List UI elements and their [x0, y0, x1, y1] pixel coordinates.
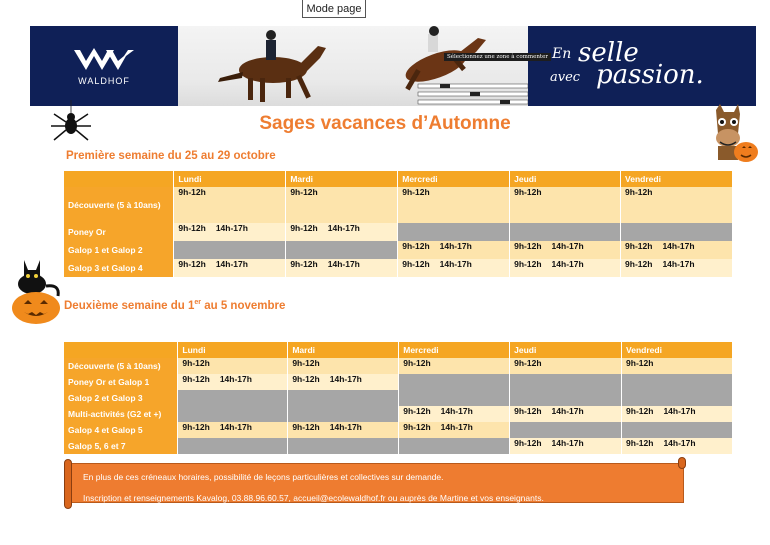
- time-slot: 9h-12h: [178, 187, 206, 197]
- table-row: [64, 223, 733, 241]
- header-day: Mercredi: [398, 171, 510, 187]
- header-day: Jeudi: [510, 171, 621, 187]
- horses-illustration: [178, 26, 528, 106]
- time-slot: 14h-17h: [329, 374, 362, 384]
- info-scroll-banner: [64, 459, 684, 507]
- time-slot: 9h-12h: [402, 241, 430, 251]
- time-slot: 14h-17h: [329, 422, 362, 432]
- header-day: Mardi: [286, 171, 398, 187]
- time-slot: 9h-12h: [182, 374, 210, 384]
- time-slot: 9h-12h: [290, 259, 318, 269]
- week2-title: [64, 299, 285, 312]
- slogan-panel: [528, 26, 756, 106]
- time-slot: 14h-17h: [663, 438, 696, 448]
- empty-cell: [288, 406, 399, 422]
- time-slot: 14h-17h: [551, 241, 584, 251]
- table-row: [64, 438, 733, 454]
- header-corner: [64, 342, 178, 358]
- note-line: Inscription et renseignements Kavalog, 03.88.96.60.57, accueil@ecolewaldhof.fr ou auprès de Martine et vos enseignants.: [83, 493, 544, 503]
- time-slot: 9h-12h: [514, 406, 542, 416]
- empty-cell: [174, 241, 286, 259]
- schedule-cell: [510, 358, 622, 374]
- schedule-cell: [510, 187, 621, 223]
- header-day: Jeudi: [510, 342, 622, 358]
- row-label: Multi-activités (G2 et +): [64, 406, 178, 422]
- time-slot: 14h-17h: [551, 438, 584, 448]
- time-slot: 9h-12h: [403, 422, 431, 432]
- time-slot: 14h-17h: [219, 374, 252, 384]
- time-slot: 9h-12h: [625, 259, 653, 269]
- schedule-cell: [286, 187, 398, 223]
- empty-cell: [288, 390, 399, 406]
- schedule-cell: [398, 187, 510, 223]
- time-slot: 14h-17h: [440, 422, 473, 432]
- empty-cell: [510, 422, 622, 438]
- time-slot: 9h-12h: [626, 358, 654, 368]
- slogan-en: En: [552, 46, 572, 62]
- schedule-cell: [621, 187, 733, 223]
- schedule-cell: [621, 241, 733, 259]
- table-row: [64, 422, 733, 438]
- note-line: En plus de ces créneaux horaires, possibilité de leçons particulières et collectives sur demande.: [83, 472, 444, 482]
- table-header-row: [64, 171, 733, 187]
- schedule-cell: [174, 223, 286, 241]
- time-slot: 9h-12h: [290, 187, 318, 197]
- schedule-cell: [178, 374, 288, 390]
- row-label: Galop 5, 6 et 7: [64, 438, 178, 454]
- table-row: [64, 241, 733, 259]
- time-slot: 14h-17h: [662, 241, 695, 251]
- schedule-cell: [286, 223, 398, 241]
- header-day: Vendredi: [622, 342, 733, 358]
- schedule-cell: [399, 358, 510, 374]
- schedule-cell: [288, 374, 399, 390]
- schedule-cell: [399, 406, 510, 422]
- row-label: Découverte (5 à 10ans): [64, 358, 178, 374]
- time-slot: 9h-12h: [178, 223, 206, 233]
- week2-title-end: au 5 novembre: [201, 299, 286, 312]
- empty-cell: [621, 223, 733, 241]
- time-slot: 9h-12h: [178, 259, 206, 269]
- row-label: Galop 1 et Galop 2: [64, 241, 174, 259]
- table-row: [64, 187, 733, 223]
- time-slot: 14h-17h: [327, 223, 360, 233]
- empty-cell: [286, 241, 398, 259]
- time-slot: 9h-12h: [290, 223, 318, 233]
- empty-cell: [399, 374, 510, 390]
- empty-cell: [178, 390, 288, 406]
- time-slot: 9h-12h: [625, 187, 653, 197]
- empty-cell: [178, 406, 288, 422]
- time-slot: 14h-17h: [215, 223, 248, 233]
- week2-schedule-table: [64, 342, 733, 454]
- row-label: Poney Or et Galop 1: [64, 374, 178, 390]
- schedule-cell: [510, 438, 622, 454]
- time-slot: 14h-17h: [551, 259, 584, 269]
- time-slot: 9h-12h: [514, 259, 542, 269]
- time-slot: 14h-17h: [551, 406, 584, 416]
- schedule-cell: [178, 422, 288, 438]
- time-slot: 9h-12h: [402, 187, 430, 197]
- empty-cell: [622, 390, 733, 406]
- schedule-cell: [622, 438, 733, 454]
- schedule-cell: [174, 187, 286, 223]
- time-slot: 14h-17h: [440, 406, 473, 416]
- header-day: Lundi: [174, 171, 286, 187]
- table-row: [64, 374, 733, 390]
- row-label: Poney Or: [64, 223, 174, 241]
- waldhof-logo: [30, 26, 178, 106]
- page-title: Sages vacances d’Automne: [259, 113, 511, 134]
- show-jumping-photo: [178, 26, 528, 106]
- header-banner: [30, 26, 756, 106]
- comment-tooltip: Sélectionnez une zone à commenter: [444, 53, 551, 61]
- week1-title: Première semaine du 25 au 29 octobre: [66, 150, 276, 162]
- empty-cell: [398, 223, 510, 241]
- scroll-curl-right: [678, 457, 686, 469]
- schedule-cell: [398, 259, 510, 277]
- schedule-cell: [398, 241, 510, 259]
- table-row: [64, 406, 733, 422]
- empty-cell: [622, 422, 733, 438]
- schedule-cell: [510, 406, 622, 422]
- row-label: Galop 3 et Galop 4: [64, 259, 174, 277]
- schedule-cell: [510, 241, 621, 259]
- cat-pumpkin-icon: [10, 254, 68, 326]
- time-slot: 9h-12h: [402, 259, 430, 269]
- schedule-cell: [399, 422, 510, 438]
- table-row: [64, 390, 733, 406]
- header-corner: [64, 171, 174, 187]
- empty-cell: [510, 390, 622, 406]
- slogan-avec: avec: [550, 70, 581, 85]
- time-slot: 9h-12h: [626, 438, 654, 448]
- header-day: Mercredi: [399, 342, 510, 358]
- schedule-cell: [622, 406, 733, 422]
- table-row: [64, 358, 733, 374]
- slogan-passion: passion.: [596, 60, 704, 90]
- time-slot: 14h-17h: [439, 241, 472, 251]
- time-slot: 9h-12h: [514, 241, 542, 251]
- time-slot: 9h-12h: [514, 187, 542, 197]
- empty-cell: [622, 374, 733, 390]
- time-slot: 14h-17h: [215, 259, 248, 269]
- schedule-cell: [288, 358, 399, 374]
- time-slot: 14h-17h: [327, 259, 360, 269]
- header-day: Vendredi: [621, 171, 733, 187]
- empty-cell: [510, 374, 622, 390]
- time-slot: 9h-12h: [403, 358, 431, 368]
- empty-cell: [178, 438, 288, 454]
- scroll-curl-left: [64, 459, 72, 509]
- slogan-selle: selle: [578, 38, 639, 68]
- week2-title-start: Deuxième semaine du 1: [64, 299, 195, 312]
- row-label: Découverte (5 à 10ans): [64, 187, 174, 223]
- row-label: Galop 2 et Galop 3: [64, 390, 178, 406]
- empty-cell: [399, 438, 510, 454]
- time-slot: 9h-12h: [514, 358, 542, 368]
- header-day: Lundi: [178, 342, 288, 358]
- time-slot: 9h-12h: [292, 422, 320, 432]
- week2-title-sup: er: [194, 299, 202, 306]
- scroll-body: [68, 463, 684, 503]
- week1-schedule-table: [64, 171, 733, 277]
- time-slot: 9h-12h: [514, 438, 542, 448]
- logo-text: WALDHOF: [78, 76, 130, 86]
- schedule-cell: [288, 422, 399, 438]
- time-slot: 9h-12h: [182, 358, 210, 368]
- time-slot: 9h-12h: [626, 406, 654, 416]
- schedule-cell: [178, 358, 288, 374]
- empty-cell: [510, 223, 621, 241]
- table-row: [64, 259, 733, 277]
- time-slot: 9h-12h: [403, 406, 431, 416]
- time-slot: 9h-12h: [292, 374, 320, 384]
- schedule-cell: [286, 259, 398, 277]
- waldhof-logo-icon: [72, 46, 136, 74]
- time-slot: 9h-12h: [292, 358, 320, 368]
- table-header-row: [64, 342, 733, 358]
- time-slot: 14h-17h: [439, 259, 472, 269]
- time-slot: 14h-17h: [219, 422, 252, 432]
- time-slot: 9h-12h: [182, 422, 210, 432]
- schedule-cell: [621, 259, 733, 277]
- time-slot: 14h-17h: [663, 406, 696, 416]
- mode-page-button[interactable]: Mode page: [302, 0, 366, 18]
- time-slot: 14h-17h: [662, 259, 695, 269]
- empty-cell: [288, 438, 399, 454]
- row-label: Galop 4 et Galop 5: [64, 422, 178, 438]
- time-slot: 9h-12h: [625, 241, 653, 251]
- schedule-cell: [622, 358, 733, 374]
- header-day: Mardi: [288, 342, 399, 358]
- schedule-cell: [510, 259, 621, 277]
- schedule-cell: [174, 259, 286, 277]
- empty-cell: [399, 390, 510, 406]
